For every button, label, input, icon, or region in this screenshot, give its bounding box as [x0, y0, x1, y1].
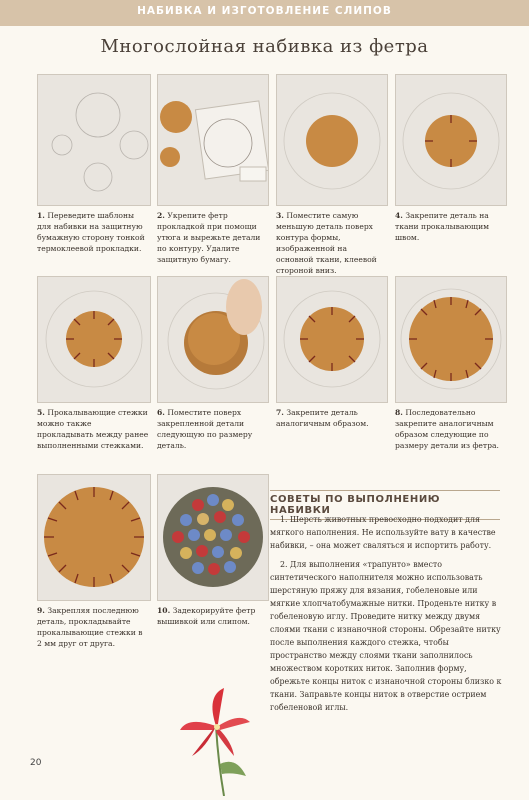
- step-5-photo: [37, 276, 151, 403]
- step-9-photo: [37, 474, 151, 601]
- step-3-caption: 3. Поместите самую меньшую деталь поверх контура формы, изображенной на основной ткани, клеевой стороной вниз.: [276, 211, 377, 275]
- felt-on-fabric: [277, 75, 387, 205]
- step-3-photo: [276, 74, 388, 206]
- multiple-layers-stitched: [396, 277, 506, 402]
- step-8-caption: 8. Последовательно закрепите аналогичным образом следующие по размеру детали из фетра.: [395, 408, 499, 450]
- felt-and-paper: [158, 75, 268, 205]
- step-9-caption: 9. Закрепляя последнюю деталь, прокладывайте прокалывающие стежки в 2 мм друг от друга.: [37, 606, 143, 648]
- step-1-photo: [37, 74, 151, 206]
- step-4-caption: 4. Закрепите деталь на ткани прокалывающим швом.: [395, 211, 490, 242]
- tip-paragraph-1: 1. Шерсть животных превосходно подходит для мягкого наполнения. Не используйте вату в качестве набивки, – она может сваляться и испортить работу.: [270, 515, 496, 550]
- felt-stitched: [396, 75, 506, 205]
- felt-more-stitches: [38, 277, 150, 402]
- second-layer-stitched: [277, 277, 387, 402]
- step-10-photo: [157, 474, 269, 601]
- running-header: [0, 0, 529, 26]
- embroidered-knots: [158, 475, 268, 600]
- step-2-photo: [157, 74, 269, 206]
- template-circles: [38, 75, 150, 205]
- step-10-caption: 10. Задекорируйте фетр вышивкой или слипом.: [157, 606, 256, 626]
- final-layer-dense-stitches: [38, 475, 150, 600]
- step-1-caption: 1. Переведите шаблоны для набивки на защитную бумажную сторону тонкой термоклеевой прокладки.: [37, 211, 145, 253]
- step-4-photo: [395, 74, 507, 206]
- step-2-caption: 2. Укрепите фетр прокладкой при помощи утюга и вырежьте детали по контуру. Удалите защитную бумагу.: [157, 211, 261, 264]
- second-layer-felt: [158, 277, 268, 402]
- tips-body: [270, 513, 508, 720]
- step-6-caption: 6. Поместите поверх закрепленной детали следующую по размеру деталь.: [157, 408, 253, 450]
- tip-paragraph-2: 2. Для выполнения «трапунто» вместо синтетического наполнителя можно использовать шерстяную пряжу для вязания, гобеленовые или мягкие хлопчатобумажные нитки. Проденьте нитку в гобеленовую иглу. Проведите нитку между двумя слоями ткани с изнаночной стороны. Обрезайте нитку после выполнения каждого стежка, чтобы пространство между слоями ткани заполнилось множеством коротких ниток. Заполнив форму, обрежьте концы ниток с изнаночной стороны близко к ткани. Заправьте концы ниток в отверстие острием гобеленовой иглы.: [270, 560, 502, 712]
- step-8-photo: [395, 276, 507, 403]
- page-title: Многослойная набивка из фетра: [100, 36, 429, 57]
- flower-illustration: [176, 686, 256, 796]
- step-5-caption: 5. Прокалывающие стежки можно также прокладывать между ранее выполненными стежками.: [37, 408, 149, 450]
- page-number: 20: [30, 758, 42, 768]
- step-7-photo: [276, 276, 388, 403]
- section-title: НАБИВКА И ИЗГОТОВЛЕНИЕ СЛИПОВ: [137, 5, 392, 17]
- tips-heading: СОВЕТЫ ПО ВЫПОЛНЕНИЮ НАБИВКИ: [270, 490, 500, 520]
- step-7-caption: 7. Закрепите деталь аналогичным образом.: [276, 408, 369, 428]
- step-6-photo: [157, 276, 269, 403]
